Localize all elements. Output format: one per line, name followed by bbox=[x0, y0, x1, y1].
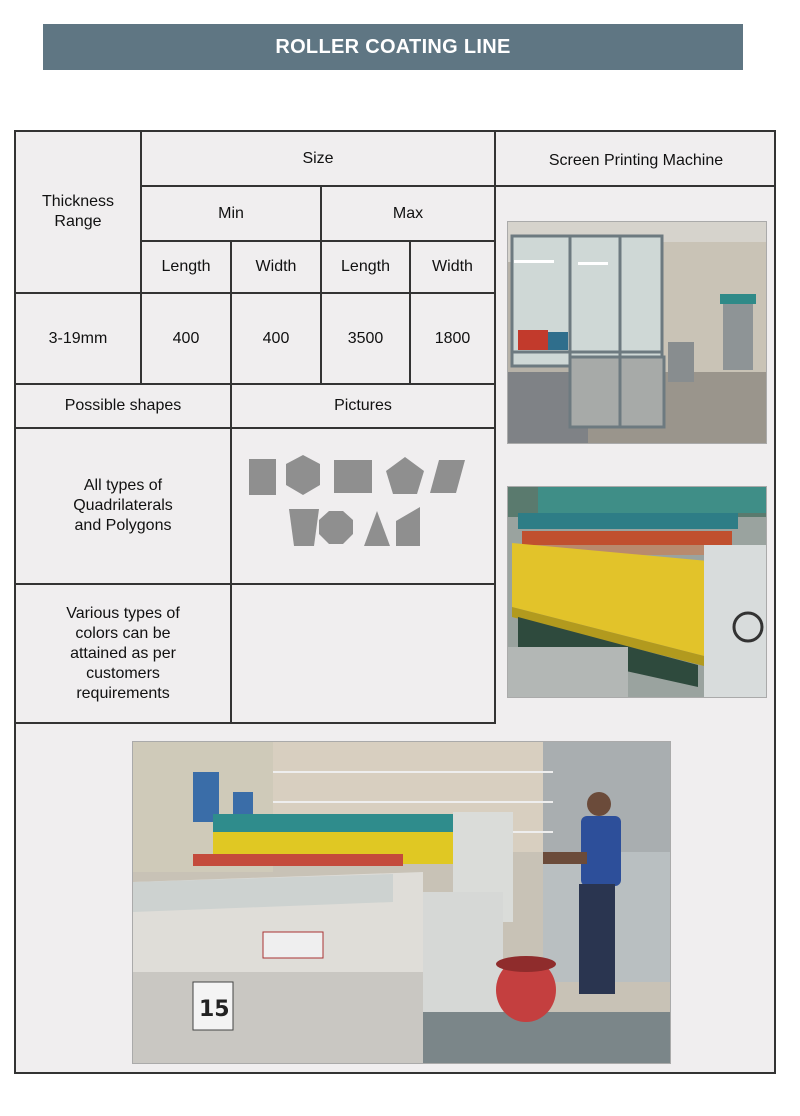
rectangle-shape-icon bbox=[334, 460, 372, 493]
thickness-value: 3-19mm bbox=[48, 329, 108, 347]
thickness-range-label: Thickness Range bbox=[41, 193, 115, 230]
shape-pictures-cell bbox=[232, 429, 494, 583]
min-width-header: Width bbox=[255, 258, 297, 275]
shapes-description-cell bbox=[16, 429, 230, 583]
page-title-banner: ROLLER COATING LINE bbox=[43, 24, 743, 70]
max-width-header: Width bbox=[432, 258, 473, 275]
parallelogram-shape-icon bbox=[430, 460, 465, 493]
trapezoid-shape-icon bbox=[289, 509, 319, 546]
shapes-description: All types of Quadrilaterals and Polygons bbox=[73, 477, 173, 534]
max-width-value: 1800 bbox=[434, 329, 471, 347]
min-length-value: 400 bbox=[172, 329, 200, 347]
possible-shapes-header: Possible shapes bbox=[64, 397, 182, 414]
spec-sheet-frame bbox=[14, 130, 776, 1074]
svg-text:15: 15 bbox=[199, 997, 230, 1022]
max-header: Max bbox=[392, 204, 424, 222]
octagon-shape-icon bbox=[319, 511, 353, 544]
colors-description-cell bbox=[16, 585, 230, 722]
screen-printing-enclosure-photo bbox=[507, 221, 767, 444]
size-header: Size bbox=[302, 149, 334, 167]
max-length-value: 3500 bbox=[347, 329, 384, 347]
grid-line bbox=[16, 722, 494, 724]
min-header: Min bbox=[218, 204, 244, 222]
max-length-header: Length bbox=[341, 258, 390, 275]
triangle-shape-icon bbox=[364, 511, 390, 546]
shape-pictures bbox=[243, 451, 483, 561]
thickness-range-header bbox=[16, 132, 140, 292]
min-width-value: 400 bbox=[262, 329, 290, 347]
empty-picture-cell bbox=[232, 585, 494, 722]
min-length-header: Length bbox=[161, 258, 211, 275]
roller-machine-closeup-photo bbox=[507, 486, 767, 698]
pictures-header: Pictures bbox=[334, 397, 392, 414]
colors-description: Various types of colors can be attained as per customers requirements bbox=[66, 604, 180, 702]
quadrilateral-shape-icon bbox=[396, 507, 420, 546]
roller-coating-line-photo bbox=[132, 741, 671, 1064]
square-shape-icon bbox=[249, 459, 276, 495]
pentagon-shape-icon bbox=[386, 457, 424, 494]
grid-line bbox=[494, 132, 496, 724]
hexagon-shape-icon bbox=[286, 455, 320, 495]
screen-printing-header: Screen Printing Machine bbox=[548, 152, 724, 169]
